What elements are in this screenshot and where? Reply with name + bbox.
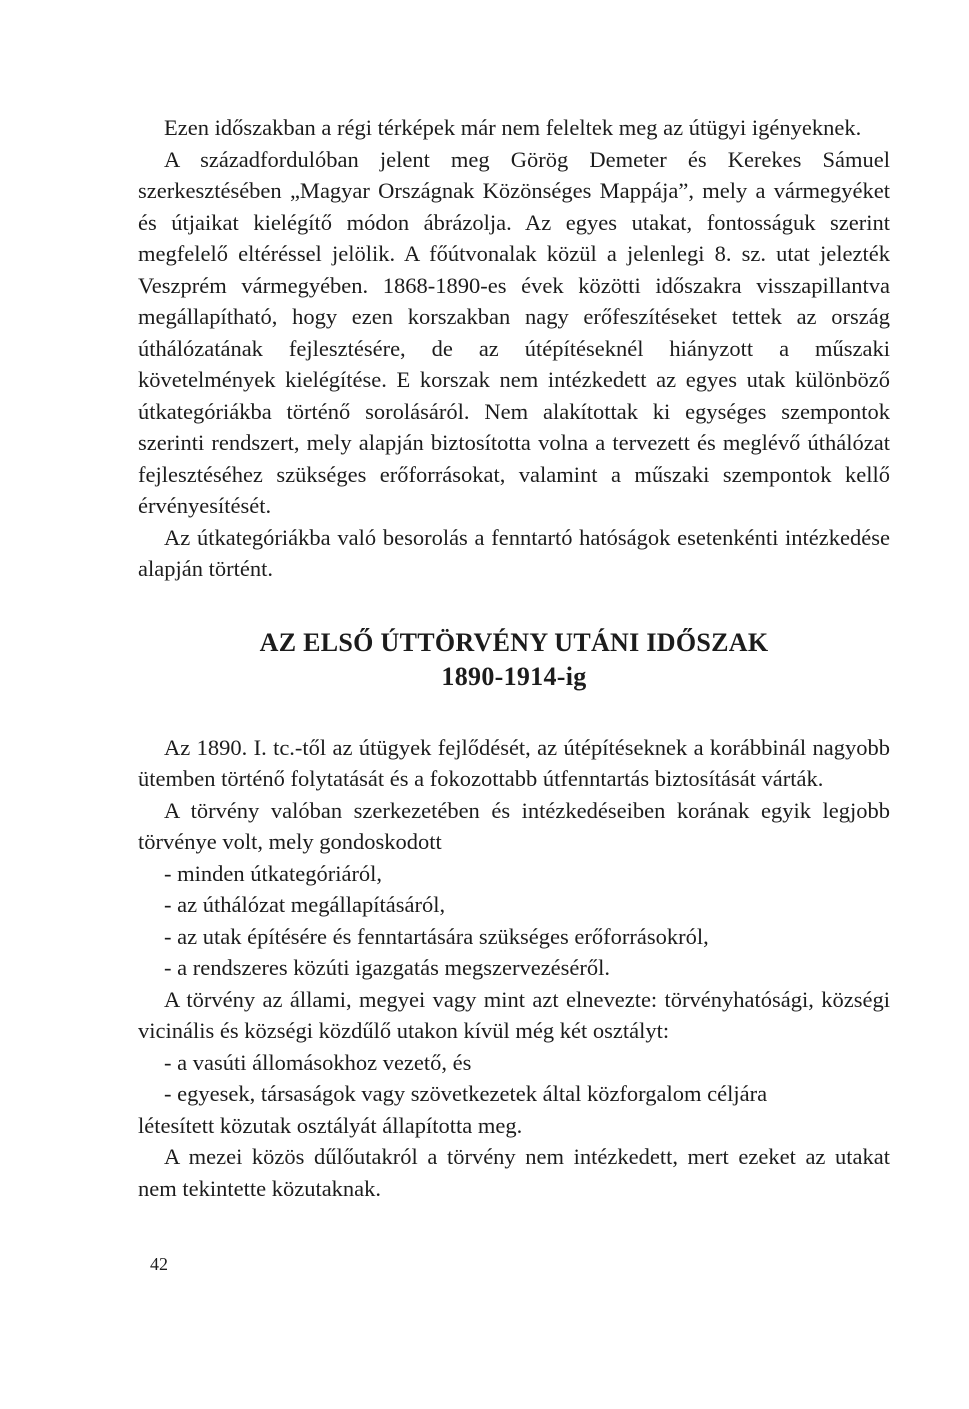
heading-title: AZ ELSŐ ÚTTÖRVÉNY UTÁNI IDŐSZAK xyxy=(259,627,769,657)
list-item: - a rendszeres közúti igazgatás megszervezéséről. xyxy=(164,955,611,980)
paragraph: Az útkategóriákba való besorolás a fenntartó hatóságok esetenkénti intézkedése alapján történt. xyxy=(138,524,890,581)
page-body xyxy=(138,112,890,1204)
paragraph: A századfordulóban jelent meg Görög Demeter és Kerekes Sámuel szerkesztésében „Magyar Országnak Közönséges Mappája”, mely a vármegyéket és útjaikat kielégítő módon ábrázolja. Az egyes utakat, fontosságuk szerint megfelelő eltéréssel jelölik. A főútvonalak közül a jelenlegi 8. sz. utat jelezték Veszprém vármegyében. 1868-1890-es évek közötti időszakra visszapillantva megállapítható, hogy ezen korszakban nagy erőfeszítéseket tettek az ország úthálózatának fejlesztésére, de az útépítéseknél hiányzott a műszaki követelmények kielégítése. E korszak nem intézkedett az egyes utak különböző útkategóriákba történő sorolásáról. Nem alakítottak ki egységes szempontok szerinti rendszert, mely alapján biztosította volna a tervezett és meglévő úthálózat fejlesztéséhez szükséges erőforrásokat, valamint a műszaki szempontok kellő érvényesítését. xyxy=(138,146,890,518)
paragraph: A törvény az állami, megyei vagy mint azt elnevezte: törvényhatósági, községi vicinális és községi közdűlő utakon kívül még két osztályt: xyxy=(138,986,890,1043)
list-item: - a vasúti állomásokhoz vezető, és xyxy=(164,1049,472,1075)
page-number: 42 xyxy=(150,1254,168,1274)
section-intro xyxy=(138,112,890,585)
paragraph: A törvény valóban szerkezetében és intézkedéseiben korának egyik legjobb törvénye volt, mely gondoskodott xyxy=(138,797,890,854)
paragraph: Ezen időszakban a régi térképek már nem feleltek meg az útügyi igényeknek. xyxy=(164,115,862,140)
section-main xyxy=(138,732,890,1205)
list-item: - az úthálózat megállapításáról, xyxy=(164,892,446,917)
paragraph: A mezei közös dűlőutakról a törvény nem intézkedett, mert ezeket az utakat nem tekintette közutaknak. xyxy=(138,1144,890,1201)
paragraph: létesített közutak osztályát állapította meg. xyxy=(138,1112,523,1138)
list-item: - egyesek, társaságok vagy szövetkezetek által közforgalom céljára xyxy=(164,1081,768,1106)
paragraph: Az 1890. I. tc.-től az útügyek fejlődését, az útépítéseknek a korábbinál nagyobb ütemben történő folytatását és a fokozottabb útfenntartás biztosítását várták. xyxy=(138,734,890,791)
list-item: - az utak építésére és fenntartására szükséges erőforrásokról, xyxy=(164,923,709,949)
section-heading xyxy=(138,626,890,694)
list-item: - minden útkategóriáról, xyxy=(164,860,383,886)
heading-subtitle: 1890-1914-ig xyxy=(441,661,587,691)
